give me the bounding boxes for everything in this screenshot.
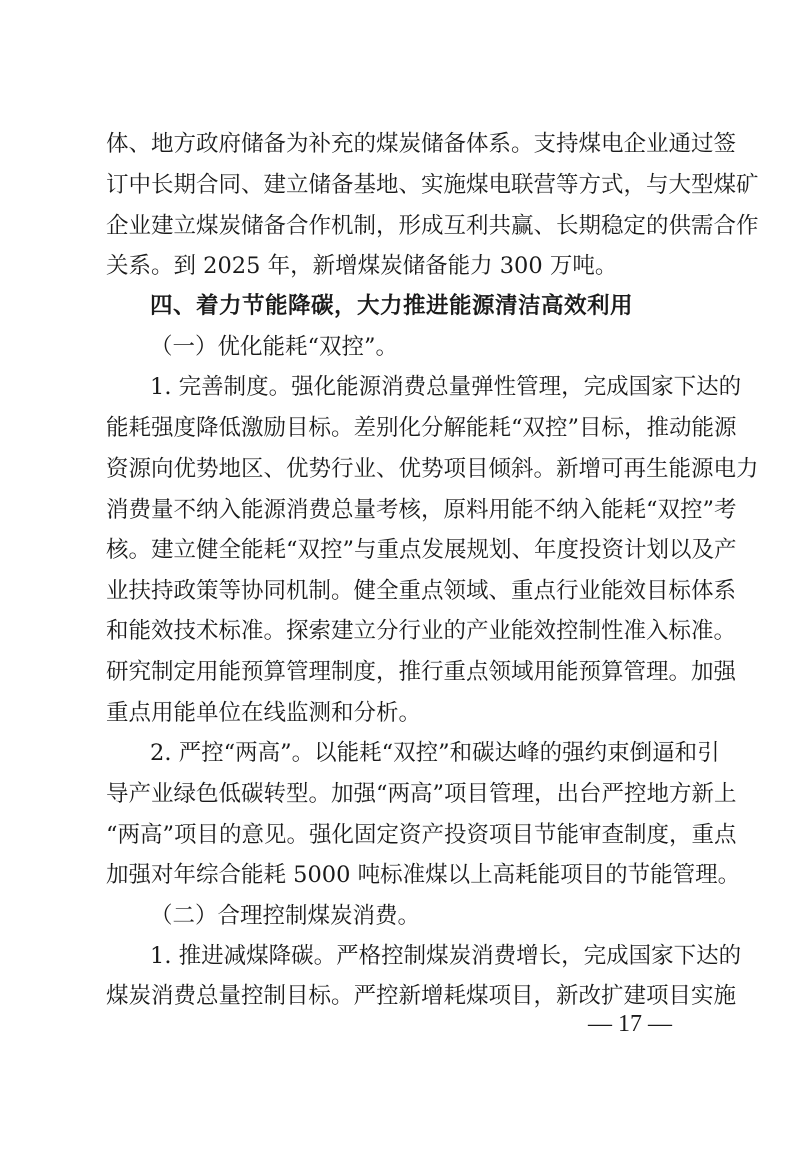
paragraph-line: 和能效技术标准。探索建立分行业的产业能效控制性准入标准。 (106, 618, 737, 644)
paragraph-line: “两高”项目的意见。强化固定资产投资项目节能审查制度，重点 (106, 822, 737, 848)
page-number: — 17 — (588, 1011, 672, 1037)
paragraph-line: 企业建立煤炭储备合作机制，形成互利共赢、长期稳定的供需合作 (106, 213, 759, 239)
paragraph-line: 导产业绿色低碳转型。加强“两高”项目管理，出台严控地方新上 (106, 781, 737, 807)
paragraph-line: 2. 严控“两高”。以能耗“双控”和碳达峰的强约束倒逼和引 (150, 740, 720, 766)
paragraph-line: 1. 完善制度。强化能源消费总量弹性管理，完成国家下达的 (150, 374, 742, 400)
paragraph-line: 订中长期合同、建立储备基地、实施煤电联营等方式，与大型煤矿 (106, 172, 759, 198)
section-heading: 四、着力节能降碳，大力推进能源清洁高效利用 (150, 293, 634, 319)
paragraph-line: 1. 推进减煤降碳。严格控制煤炭消费增长，完成国家下达的 (150, 943, 742, 969)
paragraph-line: 研究制定用能预算管理制度，推行重点领域用能预算管理。加强 (106, 659, 737, 685)
paragraph-line: 消费量不纳入能源消费总量考核，原料用能不纳入能耗“双控”考 (106, 497, 737, 523)
paragraph-line: 煤炭消费总量控制目标。严控新增耗煤项目，新改扩建项目实施 (106, 983, 737, 1009)
subsection-heading: （一）优化能耗“双控”。 (150, 334, 399, 360)
paragraph-line: 重点用能单位在线监测和分析。 (106, 700, 422, 726)
paragraph-line: 能耗强度降低激励目标。差别化分解能耗“双控”目标，推动能源 (106, 415, 737, 441)
paragraph-line: 业扶持政策等协同机制。健全重点领域、重点行业能效目标体系 (106, 578, 737, 604)
paragraph-line: 加强对年综合能耗 5000 吨标准煤以上高耗能项目的节能管理。 (106, 862, 741, 888)
paragraph-line: 核。建立健全能耗“双控”与重点发展规划、年度投资计划以及产 (106, 537, 737, 563)
paragraph-line: 资源向优势地区、优势行业、优势项目倾斜。新增可再生能源电力 (106, 456, 759, 482)
subsection-heading: （二）合理控制煤炭消费。 (150, 903, 421, 929)
paragraph-line: 关系。到 2025 年，新增煤炭储备能力 300 万吨。 (106, 253, 618, 279)
paragraph-line: 体、地方政府储备为补充的煤炭储备体系。支持煤电企业通过签 (106, 131, 737, 157)
